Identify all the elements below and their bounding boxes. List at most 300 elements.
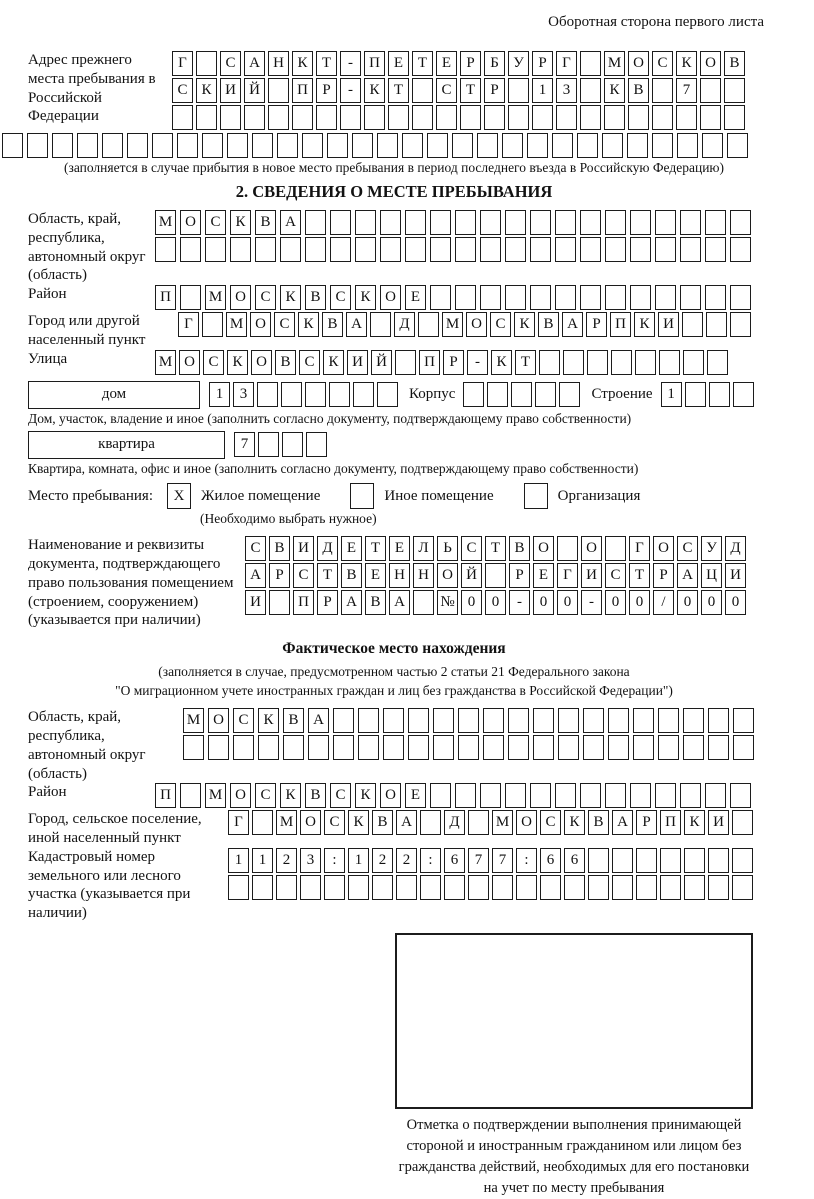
district-row[interactable] [155, 285, 755, 310]
char-box: 7 [676, 78, 697, 103]
field-city [28, 312, 800, 350]
char-box: С [220, 51, 241, 76]
char-box [208, 735, 229, 760]
char-box [508, 708, 529, 733]
char-box: 1 [661, 382, 682, 407]
char-box: Н [268, 51, 289, 76]
char-box [358, 708, 379, 733]
char-box [430, 285, 451, 310]
char-box: С [330, 783, 351, 808]
char-box [405, 210, 426, 235]
char-box: О [380, 783, 401, 808]
char-box: В [322, 312, 343, 337]
char-box [612, 875, 633, 900]
char-box: С [293, 563, 314, 588]
char-box: К [323, 350, 344, 375]
char-box: С [233, 708, 254, 733]
char-box [558, 735, 579, 760]
char-box [202, 312, 223, 337]
region-row1[interactable] [155, 210, 755, 235]
char-box [733, 735, 754, 760]
char-box [680, 210, 701, 235]
place-type-label: Место пребывания: [28, 487, 153, 504]
char-box [329, 382, 350, 407]
char-box: И [581, 563, 602, 588]
char-box [244, 105, 265, 130]
region-label: Область, край, республика, автономный округ (область) [28, 211, 146, 284]
char-box: К [604, 78, 625, 103]
actual-location-note1: (заполняется в случае, предусмотренном частью 2 статьи 21 Федерального закона [158, 664, 630, 679]
char-box: С [461, 536, 482, 561]
field-street [28, 350, 800, 377]
char-box: А [245, 563, 266, 588]
char-box [327, 133, 348, 158]
char-box: 6 [444, 848, 465, 873]
char-box [660, 848, 681, 873]
char-box [580, 210, 601, 235]
char-box: О [251, 350, 272, 375]
char-box [233, 735, 254, 760]
char-box: М [226, 312, 247, 337]
char-box [708, 848, 729, 873]
char-box [436, 105, 457, 130]
char-box: Д [444, 810, 465, 835]
char-box: П [419, 350, 440, 375]
char-box [230, 237, 251, 262]
char-box [305, 210, 326, 235]
char-box [611, 350, 632, 375]
char-box: А [396, 810, 417, 835]
char-box: А [677, 563, 698, 588]
other-premises-option-label: Иное помещение [384, 487, 494, 504]
char-box [539, 350, 560, 375]
field-place-type [28, 483, 800, 509]
prev-address-row3[interactable] [172, 105, 748, 130]
char-box [733, 708, 754, 733]
char-box [196, 51, 217, 76]
char-box: О [628, 51, 649, 76]
char-box [684, 875, 705, 900]
char-box [540, 875, 561, 900]
char-box [27, 133, 48, 158]
char-box: Й [244, 78, 265, 103]
char-box: А [341, 590, 362, 615]
house-number-row[interactable] [209, 382, 401, 407]
char-box: О [208, 708, 229, 733]
char-box: К [298, 312, 319, 337]
char-box [555, 237, 576, 262]
korpus-label: Корпус [409, 386, 456, 403]
field-actual-region [28, 708, 800, 783]
char-box [283, 735, 304, 760]
char-box [127, 133, 148, 158]
apartment-number-row[interactable] [234, 432, 330, 457]
stamp-note-line3: гражданства действий, необходимых для его постановки [398, 1158, 750, 1175]
char-box [377, 382, 398, 407]
char-box [680, 783, 701, 808]
char-box: 1 [228, 848, 249, 873]
char-box [633, 708, 654, 733]
char-box: В [283, 708, 304, 733]
char-box [730, 210, 751, 235]
char-box [383, 735, 404, 760]
char-box: К [564, 810, 585, 835]
char-box [511, 382, 532, 407]
char-box: Р [316, 78, 337, 103]
page-side-note: Оборотная сторона первого листа [548, 14, 764, 30]
char-box [588, 875, 609, 900]
char-box: : [420, 848, 441, 873]
char-box: 7 [468, 848, 489, 873]
house-note: Дом, участок, владение и иное (заполнить согласно документу, подтверждающему право собственности) [28, 410, 632, 426]
char-box [580, 105, 601, 130]
char-box [227, 133, 248, 158]
char-box: С [255, 783, 276, 808]
char-box [430, 237, 451, 262]
actual-region-row2[interactable] [183, 735, 758, 760]
char-box [477, 133, 498, 158]
char-box [583, 708, 604, 733]
char-box [292, 105, 313, 130]
char-box: В [341, 563, 362, 588]
char-box [418, 312, 439, 337]
char-box [412, 78, 433, 103]
char-box [577, 133, 598, 158]
char-box [308, 735, 329, 760]
checkbox-other-premises[interactable] [350, 483, 374, 509]
checkbox-residential[interactable]: X [167, 483, 191, 509]
char-box [535, 382, 556, 407]
char-box: 2 [396, 848, 417, 873]
char-box: Р [443, 350, 464, 375]
actual-location-title: Фактическое место нахождения [282, 640, 506, 657]
char-box [281, 382, 302, 407]
document-rows [245, 536, 749, 617]
char-box [605, 536, 626, 561]
char-box: 7 [492, 848, 513, 873]
char-box: Т [515, 350, 536, 375]
char-box: К [684, 810, 705, 835]
char-box [258, 432, 279, 457]
char-box: Й [371, 350, 392, 375]
cadastral-row2[interactable] [228, 875, 756, 900]
char-box: Н [389, 563, 410, 588]
char-box: К [676, 51, 697, 76]
char-box [730, 783, 751, 808]
char-box [340, 105, 361, 130]
char-box: К [355, 285, 376, 310]
char-box [408, 735, 429, 760]
char-box [732, 810, 753, 835]
char-box: / [653, 590, 674, 615]
prev-address-row2[interactable] [172, 78, 748, 103]
char-box [684, 848, 705, 873]
char-box [420, 875, 441, 900]
char-box: Т [460, 78, 481, 103]
char-box [433, 708, 454, 733]
char-box: Р [586, 312, 607, 337]
char-box: М [183, 708, 204, 733]
city-row[interactable] [178, 312, 754, 337]
char-box [555, 783, 576, 808]
stamp-note-line2: стороной и иностранным гражданином или лицом без [406, 1137, 742, 1154]
char-box: С [205, 210, 226, 235]
char-box [580, 237, 601, 262]
char-box [485, 563, 506, 588]
char-box: И [293, 536, 314, 561]
char-box [508, 105, 529, 130]
char-box [676, 105, 697, 130]
char-box [658, 735, 679, 760]
document-label: Наименование и реквизиты документа, подтверждающего право пользования помещением (строением, сооружением) (указывается при наличии) [28, 537, 234, 629]
char-box: - [467, 350, 488, 375]
char-box [556, 105, 577, 130]
char-box [155, 237, 176, 262]
char-box [276, 875, 297, 900]
char-box [530, 210, 551, 235]
char-box: 6 [540, 848, 561, 873]
char-box [508, 735, 529, 760]
char-box: : [324, 848, 345, 873]
char-box: Г [228, 810, 249, 835]
char-box: О [250, 312, 271, 337]
field-document [28, 536, 800, 630]
char-box: В [305, 285, 326, 310]
char-box: 0 [533, 590, 554, 615]
apartment-type-box: квартира [28, 431, 225, 459]
stamp-note-line1: Отметка о подтверждении выполнения принимающей [406, 1116, 742, 1133]
char-box [268, 105, 289, 130]
char-box: Т [629, 563, 650, 588]
char-box: О [533, 536, 554, 561]
char-box: М [604, 51, 625, 76]
char-box: 0 [605, 590, 626, 615]
char-box: У [508, 51, 529, 76]
char-box: Д [317, 536, 338, 561]
actual-city-label: Город, сельское поселение, иной населенный пункт [28, 811, 202, 847]
char-box [458, 735, 479, 760]
char-box: 3 [300, 848, 321, 873]
char-box [380, 237, 401, 262]
char-box: 0 [677, 590, 698, 615]
char-box: О [653, 536, 674, 561]
char-box [480, 783, 501, 808]
char-box [685, 382, 706, 407]
char-box: В [305, 783, 326, 808]
char-box [468, 810, 489, 835]
char-box: В [628, 78, 649, 103]
char-box: - [340, 78, 361, 103]
actual-city-row[interactable] [228, 810, 756, 835]
char-box [563, 350, 584, 375]
char-box [180, 237, 201, 262]
char-box: О [437, 563, 458, 588]
char-box: П [660, 810, 681, 835]
char-box [605, 285, 626, 310]
char-box [655, 210, 676, 235]
field-apartment [28, 431, 800, 459]
char-box [333, 708, 354, 733]
char-box [707, 350, 728, 375]
char-box: П [155, 783, 176, 808]
char-box: К [491, 350, 512, 375]
korpus-row[interactable] [463, 382, 583, 407]
char-box [305, 382, 326, 407]
document-row2[interactable] [245, 563, 749, 588]
char-box: У [701, 536, 722, 561]
char-box: Ь [437, 536, 458, 561]
char-box [455, 237, 476, 262]
char-box [724, 78, 745, 103]
char-box: 0 [485, 590, 506, 615]
char-box: Й [461, 563, 482, 588]
char-box [487, 382, 508, 407]
char-box [532, 105, 553, 130]
char-box [430, 210, 451, 235]
char-box [705, 237, 726, 262]
prev-address-note: (заполняется в случае прибытия в новое место пребывания в период последнего въезда в Российскую Федерацию) [63, 160, 725, 175]
actual-district-label: Район [28, 784, 67, 801]
char-box [557, 536, 578, 561]
char-box: А [280, 210, 301, 235]
char-box [455, 285, 476, 310]
char-box: М [205, 285, 226, 310]
char-box [630, 783, 651, 808]
char-box [353, 382, 374, 407]
char-box: Т [317, 563, 338, 588]
char-box: И [347, 350, 368, 375]
char-box [702, 133, 723, 158]
char-box: О [230, 783, 251, 808]
char-box: 0 [725, 590, 746, 615]
char-box [396, 875, 417, 900]
char-box [652, 105, 673, 130]
region-row2[interactable] [155, 237, 755, 262]
prev-address-row4[interactable] [2, 133, 800, 158]
char-box [652, 133, 673, 158]
char-box: М [155, 210, 176, 235]
char-box [730, 285, 751, 310]
char-box [468, 875, 489, 900]
char-box: П [155, 285, 176, 310]
char-box [402, 133, 423, 158]
char-box: 6 [564, 848, 585, 873]
street-label: Улица [28, 350, 68, 367]
char-box [700, 78, 721, 103]
char-box: А [389, 590, 410, 615]
char-box [77, 133, 98, 158]
char-box [180, 285, 201, 310]
char-box [705, 285, 726, 310]
document-row3[interactable] [245, 590, 749, 615]
char-box [408, 708, 429, 733]
char-box [505, 783, 526, 808]
char-box [460, 105, 481, 130]
char-box: С [605, 563, 626, 588]
char-box [458, 708, 479, 733]
char-box: Т [365, 536, 386, 561]
char-box [483, 708, 504, 733]
char-box [683, 735, 704, 760]
char-box [433, 735, 454, 760]
char-box [682, 312, 703, 337]
char-box [152, 133, 173, 158]
char-box [564, 875, 585, 900]
checkbox-organization[interactable] [524, 483, 548, 509]
cadastral-row1[interactable] [228, 848, 756, 873]
char-box [502, 133, 523, 158]
stamp-note [334, 1115, 814, 1199]
char-box: К [280, 285, 301, 310]
char-box [605, 783, 626, 808]
char-box [730, 312, 751, 337]
char-box: Л [413, 536, 434, 561]
actual-district-row[interactable] [155, 783, 755, 808]
char-box: Р [653, 563, 674, 588]
char-box [180, 783, 201, 808]
char-box [300, 875, 321, 900]
prev-address-row1[interactable] [172, 51, 748, 76]
stroenie-label: Строение [591, 386, 653, 403]
char-box [483, 735, 504, 760]
char-box: Г [172, 51, 193, 76]
char-box [370, 312, 391, 337]
char-box: 0 [557, 590, 578, 615]
char-box [377, 133, 398, 158]
char-box: - [509, 590, 530, 615]
char-box [530, 783, 551, 808]
char-box: С [299, 350, 320, 375]
char-box: С [203, 350, 224, 375]
char-box [228, 875, 249, 900]
char-box: А [612, 810, 633, 835]
char-box [508, 78, 529, 103]
char-box: С [245, 536, 266, 561]
street-row[interactable] [155, 350, 731, 375]
char-box: М [442, 312, 463, 337]
document-row1[interactable] [245, 536, 749, 561]
char-box [636, 875, 657, 900]
char-box [605, 210, 626, 235]
char-box [364, 105, 385, 130]
stroenie-row[interactable] [661, 382, 757, 407]
char-box [655, 783, 676, 808]
char-box: О [516, 810, 537, 835]
char-box: Г [557, 563, 578, 588]
char-box: 2 [276, 848, 297, 873]
char-box [405, 237, 426, 262]
char-box [652, 78, 673, 103]
char-box: 0 [701, 590, 722, 615]
char-box [527, 133, 548, 158]
section2-title: 2. СВЕДЕНИЯ О МЕСТЕ ПРЕБЫВАНИЯ [235, 182, 553, 202]
char-box: М [492, 810, 513, 835]
confirmation-stamp-box [395, 933, 753, 1109]
char-box [505, 237, 526, 262]
char-box: Д [725, 536, 746, 561]
char-box: К [292, 51, 313, 76]
char-box: А [346, 312, 367, 337]
char-box [683, 350, 704, 375]
char-box [605, 237, 626, 262]
actual-region-row1[interactable] [183, 708, 758, 733]
char-box [444, 875, 465, 900]
char-box [608, 708, 629, 733]
field-actual-city [28, 810, 800, 848]
char-box [505, 285, 526, 310]
apartment-note: Квартира, комната, офис и иное (заполнить согласно документу, подтверждающему право собственности) [28, 460, 639, 476]
char-box: И [725, 563, 746, 588]
